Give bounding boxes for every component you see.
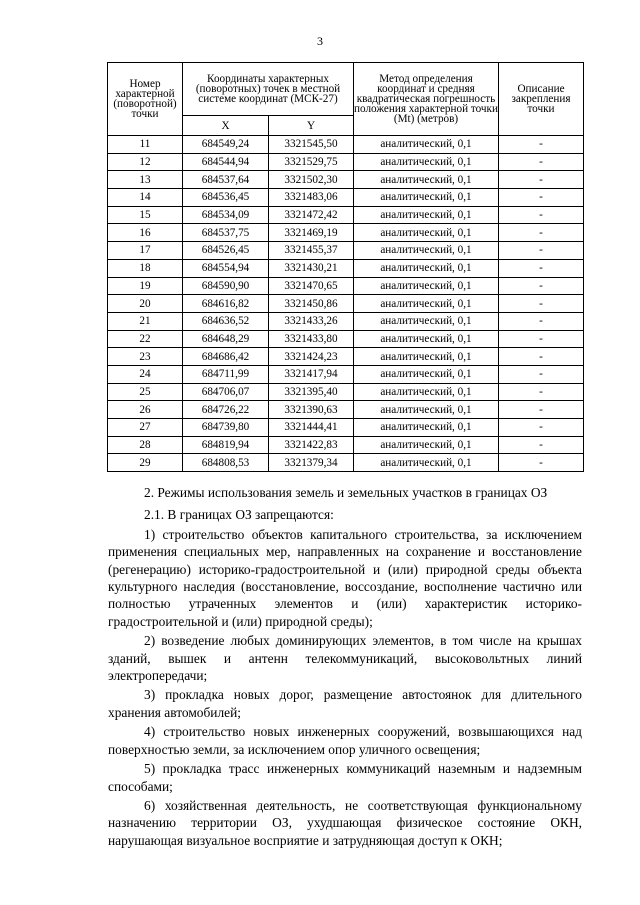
cell-method: аналитический, 0,1 <box>354 295 499 313</box>
cell-n: 12 <box>108 153 183 171</box>
cell-y: 3321502,30 <box>269 171 354 189</box>
cell-method: аналитический, 0,1 <box>354 136 499 154</box>
cell-desc: - <box>499 383 584 401</box>
cell-method: аналитический, 0,1 <box>354 224 499 242</box>
table-row <box>108 419 584 437</box>
table-row <box>108 312 584 330</box>
cell-y: 3321483,06 <box>269 189 354 207</box>
cell-method: аналитический, 0,1 <box>354 206 499 224</box>
cell-y: 3321444,41 <box>269 419 354 437</box>
cell-x: 684537,75 <box>183 224 269 242</box>
table-body <box>108 136 584 472</box>
cell-method: аналитический, 0,1 <box>354 365 499 383</box>
table-row <box>108 401 584 419</box>
subsection-heading: 2.1. В границах ОЗ запрещаются: <box>144 507 334 523</box>
cell-n: 28 <box>108 436 183 454</box>
cell-desc: - <box>499 189 584 207</box>
cell-x: 684616,82 <box>183 295 269 313</box>
cell-desc: - <box>499 365 584 383</box>
cell-x: 684549,24 <box>183 136 269 154</box>
cell-y: 3321529,75 <box>269 153 354 171</box>
cell-n: 14 <box>108 189 183 207</box>
header-point-number: Номер характерной (поворотной) точки <box>108 63 183 136</box>
list-item: 2) возведение любых доминирующих элементов, в том числе на крышах зданий, вышек и антенн телекоммуникаций, высоковольтных линий электропередачи; <box>108 633 582 684</box>
cell-desc: - <box>499 454 584 472</box>
table-row <box>108 277 584 295</box>
cell-x: 684686,42 <box>183 348 269 366</box>
cell-n: 29 <box>108 454 183 472</box>
cell-n: 18 <box>108 259 183 277</box>
cell-x: 684726,22 <box>183 401 269 419</box>
cell-x: 684706,07 <box>183 383 269 401</box>
cell-n: 27 <box>108 419 183 437</box>
cell-method: аналитический, 0,1 <box>354 401 499 419</box>
header-method: Метод определения координат и средняя квадратическая погрешность положения характерной точки (Mt) (метров) <box>354 63 499 136</box>
table-row <box>108 454 584 472</box>
cell-n: 26 <box>108 401 183 419</box>
cell-y: 3321417,94 <box>269 365 354 383</box>
cell-method: аналитический, 0,1 <box>354 312 499 330</box>
cell-n: 11 <box>108 136 183 154</box>
cell-x: 684648,29 <box>183 330 269 348</box>
table-row <box>108 348 584 366</box>
cell-y: 3321430,21 <box>269 259 354 277</box>
cell-x: 684808,53 <box>183 454 269 472</box>
list-item: 1) строительство объектов капитального строительства, за исключением применения специальных мер, направленных на сохранение и восстановление (регенерацию) историко-градостроительной и (или) природной среды объекта культурного наследия (восстановление, воссоздание, восполнение частично или полностью утраченных элементов и (или) характеристик историко-градостроительной и (или) природной среды); <box>108 526 582 629</box>
table-row <box>108 365 584 383</box>
cell-desc: - <box>499 330 584 348</box>
cell-desc: - <box>499 277 584 295</box>
cell-desc: - <box>499 401 584 419</box>
section-heading: 2. Режимы использования земель и земельных участков в границах ОЗ <box>144 485 548 500</box>
table-row <box>108 171 584 189</box>
cell-desc: - <box>499 153 584 171</box>
header-y: Y <box>269 116 354 136</box>
table-row <box>108 153 584 171</box>
cell-desc: - <box>499 295 584 313</box>
cell-n: 24 <box>108 365 183 383</box>
list-item: 4) строительство новых инженерных сооружений, возвышающихся над поверхностью земли, за исключением опор уличного освещения; <box>108 724 582 757</box>
cell-desc: - <box>499 242 584 260</box>
body-text <box>108 484 582 849</box>
cell-x: 684537,64 <box>183 171 269 189</box>
page-number: 3 <box>317 34 323 48</box>
coordinates-table <box>107 62 584 472</box>
cell-n: 20 <box>108 295 183 313</box>
cell-desc: - <box>499 436 584 454</box>
cell-y: 3321379,34 <box>269 454 354 472</box>
cell-x: 684819,94 <box>183 436 269 454</box>
cell-n: 16 <box>108 224 183 242</box>
table-row <box>108 242 584 260</box>
cell-x: 684636,52 <box>183 312 269 330</box>
table-row <box>108 206 584 224</box>
cell-desc: - <box>499 171 584 189</box>
header-description: Описание закрепления точки <box>499 63 584 136</box>
table-row <box>108 295 584 313</box>
cell-x: 684711,99 <box>183 365 269 383</box>
table-row <box>108 136 584 154</box>
cell-y: 3321433,26 <box>269 312 354 330</box>
cell-x: 684590,90 <box>183 277 269 295</box>
cell-x: 684526,45 <box>183 242 269 260</box>
cell-desc: - <box>499 136 584 154</box>
cell-desc: - <box>499 419 584 437</box>
header-x: X <box>183 116 269 136</box>
cell-method: аналитический, 0,1 <box>354 242 499 260</box>
cell-n: 15 <box>108 206 183 224</box>
table-row <box>108 330 584 348</box>
cell-y: 3321450,86 <box>269 295 354 313</box>
cell-method: аналитический, 0,1 <box>354 259 499 277</box>
cell-desc: - <box>499 224 584 242</box>
cell-n: 25 <box>108 383 183 401</box>
cell-n: 23 <box>108 348 183 366</box>
cell-desc: - <box>499 312 584 330</box>
cell-method: аналитический, 0,1 <box>354 171 499 189</box>
cell-method: аналитический, 0,1 <box>354 436 499 454</box>
cell-desc: - <box>499 259 584 277</box>
cell-method: аналитический, 0,1 <box>354 153 499 171</box>
list-item: 6) хозяйственная деятельность, не соответствующая функциональному назначению территории ОЗ, ухудшающая физическое состояние ОКН, нарушающая визуальное восприятие и затрудняющая доступ к ОКН; <box>108 797 582 848</box>
cell-x: 684544,94 <box>183 153 269 171</box>
cell-x: 684536,45 <box>183 189 269 207</box>
cell-n: 21 <box>108 312 183 330</box>
table-row <box>108 383 584 401</box>
cell-y: 3321395,40 <box>269 383 354 401</box>
cell-n: 17 <box>108 242 183 260</box>
cell-x: 684739,80 <box>183 419 269 437</box>
cell-x: 684534,09 <box>183 206 269 224</box>
table-row <box>108 259 584 277</box>
cell-method: аналитический, 0,1 <box>354 383 499 401</box>
list-item: 5) прокладка трасс инженерных коммуникаций наземным и надземным способами; <box>108 761 582 794</box>
cell-y: 3321422,83 <box>269 436 354 454</box>
table-row <box>108 436 584 454</box>
cell-n: 19 <box>108 277 183 295</box>
cell-y: 3321433,80 <box>269 330 354 348</box>
table-row <box>108 189 584 207</box>
cell-y: 3321455,37 <box>269 242 354 260</box>
cell-y: 3321472,42 <box>269 206 354 224</box>
cell-y: 3321424,23 <box>269 348 354 366</box>
cell-y: 3321470,65 <box>269 277 354 295</box>
cell-y: 3321545,50 <box>269 136 354 154</box>
cell-y: 3321390,63 <box>269 401 354 419</box>
cell-method: аналитический, 0,1 <box>354 277 499 295</box>
cell-method: аналитический, 0,1 <box>354 189 499 207</box>
cell-method: аналитический, 0,1 <box>354 454 499 472</box>
cell-desc: - <box>499 206 584 224</box>
cell-n: 13 <box>108 171 183 189</box>
cell-method: аналитический, 0,1 <box>354 330 499 348</box>
cell-n: 22 <box>108 330 183 348</box>
header-coordinates: Координаты характерных (поворотных) точек в местной системе координат (МСК-27) <box>183 63 354 116</box>
table-row <box>108 224 584 242</box>
cell-y: 3321469,19 <box>269 224 354 242</box>
cell-desc: - <box>499 348 584 366</box>
list-item: 3) прокладка новых дорог, размещение автостоянок для длительного хранения автомобилей; <box>108 687 582 720</box>
cell-method: аналитический, 0,1 <box>354 419 499 437</box>
cell-method: аналитический, 0,1 <box>354 348 499 366</box>
cell-x: 684554,94 <box>183 259 269 277</box>
